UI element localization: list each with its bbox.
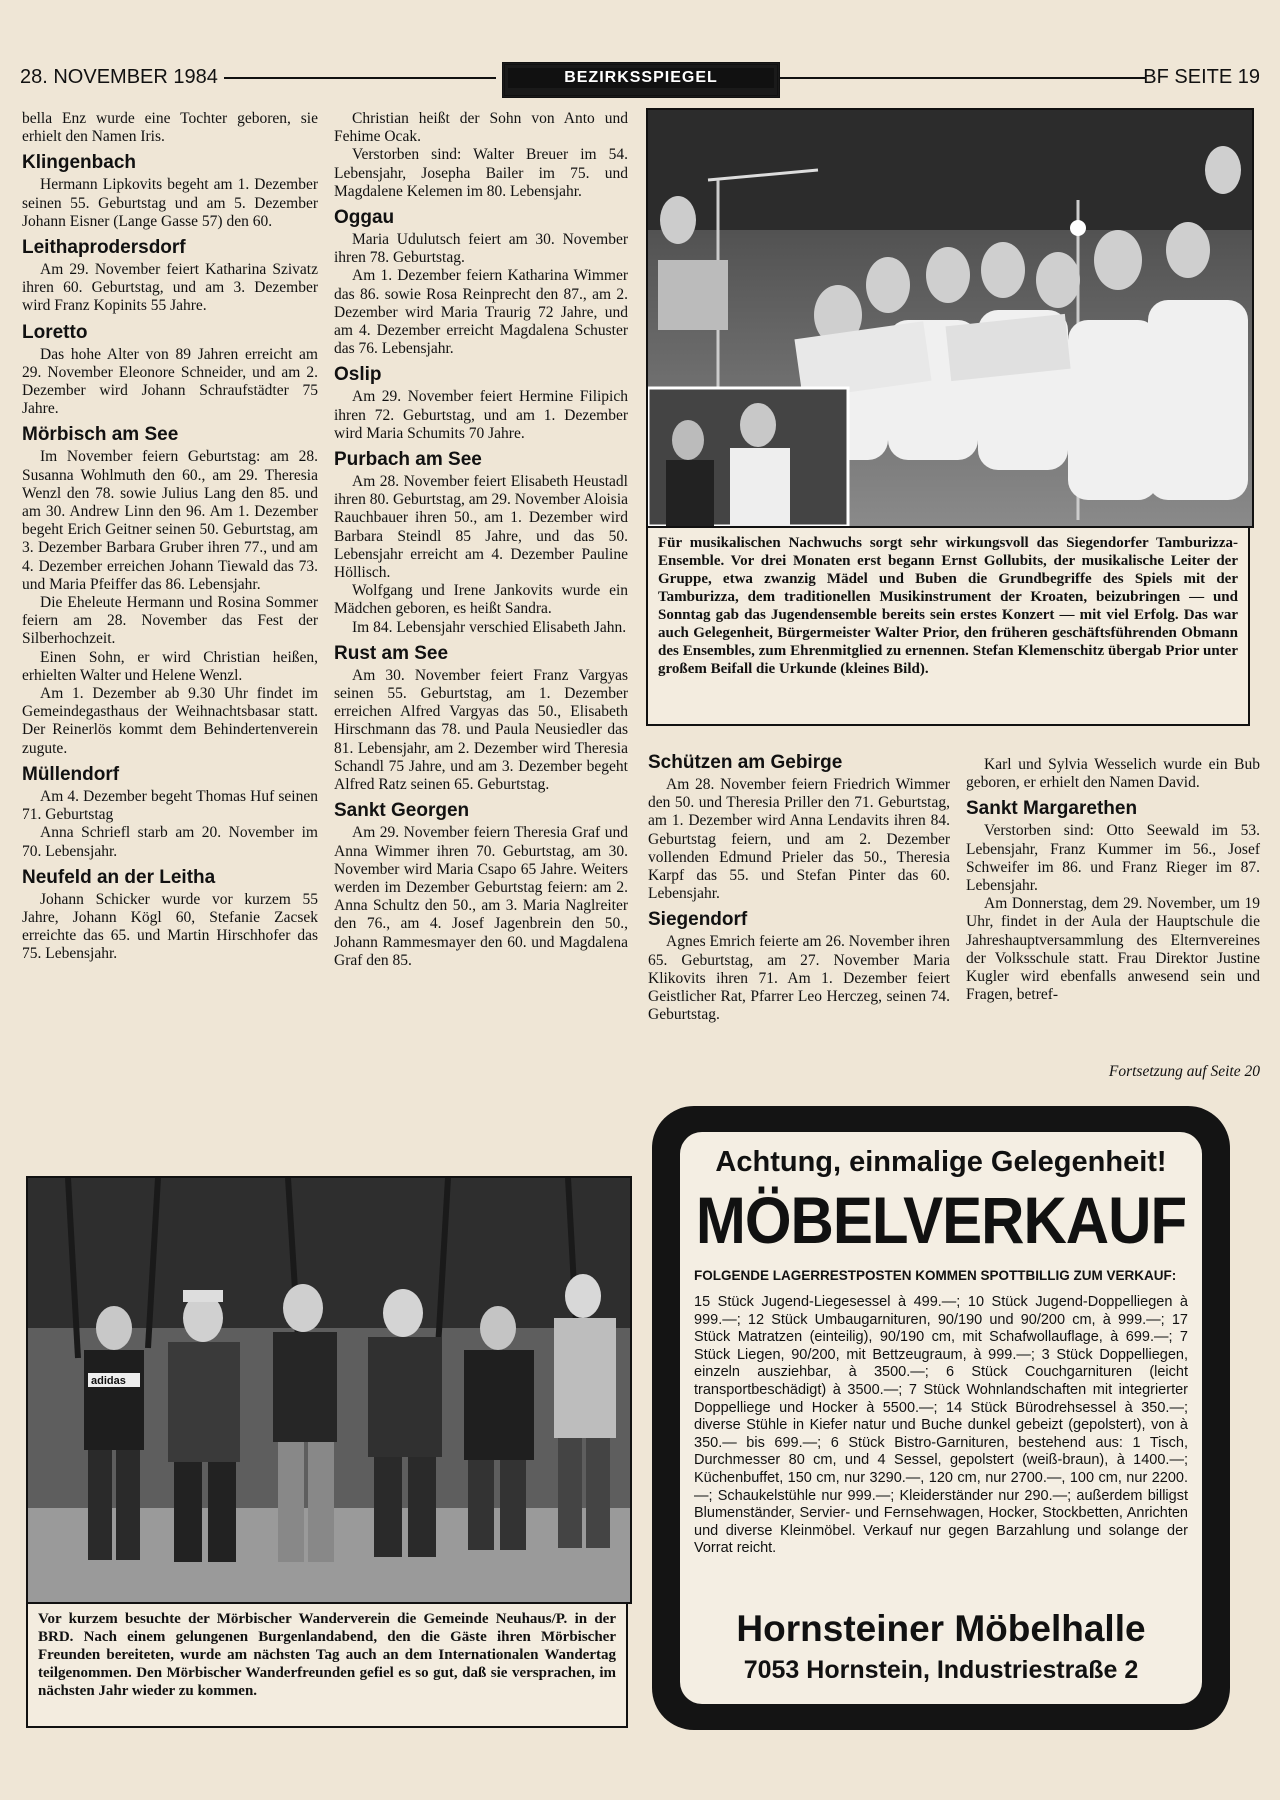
article-text: Das hohe Alter von 89 Jahren erreicht am 29. November Eleonore Schneider, und am 2. Dezember wird Johann Schraufstädter 75 Jahre.: [22, 345, 318, 418]
hiking-photo-illustration: [28, 1178, 630, 1602]
article-text: Verstorben sind: Walter Breuer im 54. Lebensjahr, Josepha Bailer im 75. und Magdalene Kelemen im 80. Lebensjahr.: [334, 146, 628, 200]
article-text: Maria Udulutsch feiert am 30. November ihren 78. Geburtstag.: [334, 231, 628, 267]
article-text: Anna Schriefl starb am 20. November im 70. Lebensjahr.: [22, 824, 318, 860]
heading-schuetzen: Schützen am Gebirge: [648, 752, 843, 773]
photo-tamburizza-ensemble: [646, 108, 1254, 528]
ad-headline: MÖBELVERKAUF: [695, 1183, 1187, 1258]
page-header: [20, 62, 1260, 98]
heading-purbach: Purbach am See: [334, 449, 482, 471]
article-text: Im November feiern Geburtstag: am 28. Susanna Wohlmuth den 60., am 29. Theresia Wenzl den 78. sowie Julius Lang den 85. und am 30. Andrew Linn den 96. Am 1. Dezember begeht Erich Geitner seinen 50. Geburtstag, am 3. Dezember Barbara Gruber ihren 77., und am 4. Dezember erreichen Johann Tiewald das 73. und Maria Pfeiffer das 86. Lebensjahr.: [22, 448, 318, 593]
article-text: Am 29. November feiert Katharina Szivatz ihren 60. Geburtstag, und am 3. Dezember wird Franz Kopinits 55 Jahre.: [22, 261, 318, 315]
ad-store-name: Hornsteiner Möbelhalle: [736, 1608, 1146, 1649]
caption-tamburizza: Für musikalischen Nachwuchs sorgt sehr wirkungsvoll das Siegendorfer Tamburizza-Ensemble. Vor drei Monaten erst begann Ernst Gollubits, der musikalische Leiter der Gruppe, etwa zwanzig Mädel und Buben die Grundbegriffe des Spiels mit der Tamburizza, dem traditionellen Musikinstrument der Kroaten, beizubringen — und Sonntag gab das Jugendensemble bereits sein erstes Konzert — mit viel Erfolg. Das war auch Gelegenheit, Bürgermeister Walter Prior, den früheren geschäftsführenden Obmann des Ensembles, zum Ehrenmitglied zu ernennen. Stefan Klemenschitz übergab Prior unter großem Beifall die Urkunde (kleines Bild).: [646, 526, 1250, 726]
page-number: BF SEITE 19: [1143, 66, 1260, 88]
section-title: BEZIRKSSPIEGEL: [508, 68, 774, 88]
heading-siegendorf: Siegendorf: [648, 909, 748, 931]
heading-sankt-margarethen: Sankt Margarethen: [966, 798, 1138, 820]
heading-neufeld: Neufeld an der Leitha: [22, 866, 216, 888]
article-text: Am 28. November feiern Friedrich Wimmer den 50. und Theresia Priller den 71. Geburtstag, am 1. Dezember wird Anna Lendavits ihren 84. Geburtstag feiern, und am 2. Dezember vollenden Edmund Prieler das 50., Theresia Karpf das 55. und Stefan Pinter das 60. Lebensjahr.: [648, 776, 950, 903]
article-text: Im 84. Lebensjahr verschied Elisabeth Jahn.: [352, 618, 627, 636]
article-text: Einen Sohn, er wird Christian heißen, erhielten Walter und Helene Wenzl.: [22, 648, 318, 684]
article-text: Agnes Emrich feierte am 26. November ihren 65. Geburtstag, am 27. November Maria Klikovits ihren 71. Am 1. Dezember feiert Geistlicher Rat, Pfarrer Leo Herczeg, seinen 74. Geburtstag.: [648, 933, 950, 1024]
article-text: Verstorben sind: Otto Seewald im 53. Lebensjahr, Franz Kummer im 56., Josef Schweifer im 86. und Franz Rieger im 87. Lebensjahr.: [966, 822, 1260, 895]
article-text: Am 30. November feiert Franz Vargyas seinen 55. Geburtstag, am 1. Dezember erreichen Alfred Vargyas das 50., Elisabeth Hirschmann das 78. und Paula Neusiedler das 81. Lebensjahr, am 2. Dezember wird Theresia Schandl 75 Jahre, und am 3. Dezember begeht Alfred Ratz seinen 65. Geburtstag.: [334, 666, 628, 794]
ad-subhead: FOLGENDE LAGERRESTPOSTEN KOMMEN SPOTTBILLIG ZUM VERKAUF:: [694, 1268, 1177, 1283]
furniture-advertisement: [652, 1106, 1230, 1730]
heading-loretto: Loretto: [22, 321, 88, 343]
ad-address: 7053 Hornstein, Industriestraße 2: [743, 1656, 1139, 1684]
heading-klingenbach: Klingenbach: [22, 152, 137, 174]
article-text: Christian heißt der Sohn von Anto und Fehime Ocak.: [334, 110, 628, 146]
article-text: Johann Schicker wurde vor kurzem 55 Jahre, Johann Kögl 60, Stefanie Zacsek erreichte das 65. und Martin Hirschhofer das 75. Lebensjahr.: [22, 890, 318, 963]
article-text: Karl und Sylvia Wesselich wurde ein Bub geboren, er erhielt den Namen David.: [966, 756, 1260, 792]
article-text: Wolfgang und Irene Jankovits wurde ein Mädchen geboren, es heißt Sandra.: [334, 582, 628, 618]
heading-leithaprodersdorf: Leithaprodersdorf: [22, 237, 186, 259]
article-text: Am 1. Dezember feiern Katharina Wimmer das 86. sowie Rosa Reinprecht den 87., am 2. Dezember wird Maria Traurig 72 Jahre, und am 4. Dezember erreicht Magdalena Schuster das 76. Lebensjahr.: [334, 267, 628, 358]
photo-wanderverein: [26, 1176, 632, 1604]
issue-date: 28. NOVEMBER 1984: [20, 66, 218, 88]
caption-wanderverein: Vor kurzem besuchte der Mörbischer Wanderverein die Gemeinde Neuhaus/P. in der BRD. Nach einem gelungenen Burgenlandabend, den die Gäste ihren Mörbischer Freunden bereiteten, wurde am nächsten Tag auch an dem Internationalen Wandertag teilgenommen. Den Mörbischer Wanderfreunden gefiel es so gut, daß sie versprachen, im nächsten Jahr wieder zu kommen.: [26, 1602, 628, 1728]
article-text: Die Eheleute Hermann und Rosina Sommer feiern am 28. November das Fest der Silberhochzeit.: [22, 594, 318, 648]
heading-rust: Rust am See: [334, 642, 449, 664]
article-text: Am 1. Dezember ab 9.30 Uhr findet im Gemeindegasthaus der Weihnachtsbasar statt. Der Reinerlös kommt dem Behindertenverein zugute.: [22, 685, 318, 757]
article-text: Hermann Lipkovits begeht am 1. Dezember seinen 55. Geburtstag und am 5. Dezember Johann Eisner (Lange Gasse 57) den 60.: [22, 176, 318, 230]
header-rule-left: [224, 77, 496, 79]
article-text: Am Donnerstag, dem 29. November, um 19 Uhr, findet in der Aula der Hauptschule die Jahreshauptversammlung des Elternvereines der Volksschule statt. Frau Direktor Justine Kugler wird ebenfalls anwesend sein und Fragen, betref-: [966, 895, 1260, 1004]
heading-muellendorf: Müllendorf: [22, 763, 120, 785]
column-1: [22, 110, 318, 964]
ad-body: 15 Stück Jugend-Liegesessel à 499.—; 10 Stück Jugend-Doppelliegen à 999.—; 12 Stück Umbaugarnituren, 90/190 und 90/200 cm, à 999.—; 17 Stück Matratzen (einteilig), 90/190 cm, mit Schafwollauflage, à 699.—; 7 Stück Liegen, 90/200, mit Bettzeugraum, à 999.—; 3 Stück Doppelliegen, einzeln ausziehbar, à 3500.—; 6 Stück Couchgarnituren (leicht transportbeschädigt) à 3500.—; 7 Stück Wohnlandschaften mit integrierter Doppelliege und Hocker à 5500.—; 14 Stück Bürodrehsessel à 350.—; diverse Stühle in Kiefer natur und Buche dunkel gebeizt (gepolstert), von à 350.— bis 699.—; 6 Stück Bistro-Garnituren, bestehend aus: 1 Tisch, Durchmesser 80 cm, und 4 Sessel, gepolstert (weiß-braun), à 1400.—; Küchenbuffet, 150 cm, nur 3290.—, 120 cm, nur 2700.—, 100 cm, nur 2200.—; Schaukelstühle nur 999.—; Kleiderständer nur 290.—; außerdem billigst Blumenständer, Servier- und Fernsehwagen, Hocker, Stockbetten, Anrichten und diverse Kleinmöbel. Verkauf nur gegen Barzahlung und solange der Vorrat reicht.: [694, 1294, 1188, 1557]
column-2: [334, 110, 628, 970]
heading-oslip: Oslip: [334, 364, 382, 386]
ensemble-photo-illustration: [648, 110, 1252, 526]
column-3: [648, 752, 950, 1024]
article-text: Am 29. November feiern Theresia Graf und Anna Wimmer ihren 70. Geburtstag, am 30. November wird Maria Csapo 65 Jahre. Weiters werden im Dezember Geburtstag feiern: am 2. Anna Schultz den 50., am 3. Maria Naglreiter den 76., am 4. Josef Jagenbrein den 50., Johann Rammesmayer den 60. und Magdalena Graf den 85.: [334, 824, 628, 969]
shirt-logo: adidas: [91, 1375, 126, 1387]
continued-note: Fortsetzung auf Seite 20: [1108, 1063, 1260, 1080]
heading-oggau: Oggau: [334, 207, 395, 229]
heading-moerbisch: Mörbisch am See: [22, 424, 179, 446]
column-4: [966, 756, 1260, 1004]
article-text: Am 4. Dezember begeht Thomas Huf seinen 71. Geburtstag: [22, 787, 318, 824]
article-text: Am 28. November feiert Elisabeth Heustadl ihren 80. Geburtstag, am 29. November Aloisia Rauchbauer ihren 50., am 1. Dezember wird Barbara Steindl 85 Jahre, und das 50. Lebensjahr erreicht am 4. Dezember Pauline Höllisch.: [334, 473, 629, 582]
ad-hook: Achtung, einmalige Gelegenheit!: [715, 1146, 1167, 1178]
header-rule-right: [780, 77, 1146, 79]
section-banner: [502, 62, 780, 98]
advertisement-panel: [680, 1132, 1202, 1704]
heading-sankt-georgen: Sankt Georgen: [334, 800, 470, 822]
article-text: bella Enz wurde eine Tochter geboren, sie erhielt den Namen Iris.: [22, 110, 318, 146]
article-text: Am 29. November feiert Hermine Filipich ihren 72. Geburtstag, und am 1. Dezember wird Maria Schumits 70 Jahre.: [334, 388, 628, 442]
